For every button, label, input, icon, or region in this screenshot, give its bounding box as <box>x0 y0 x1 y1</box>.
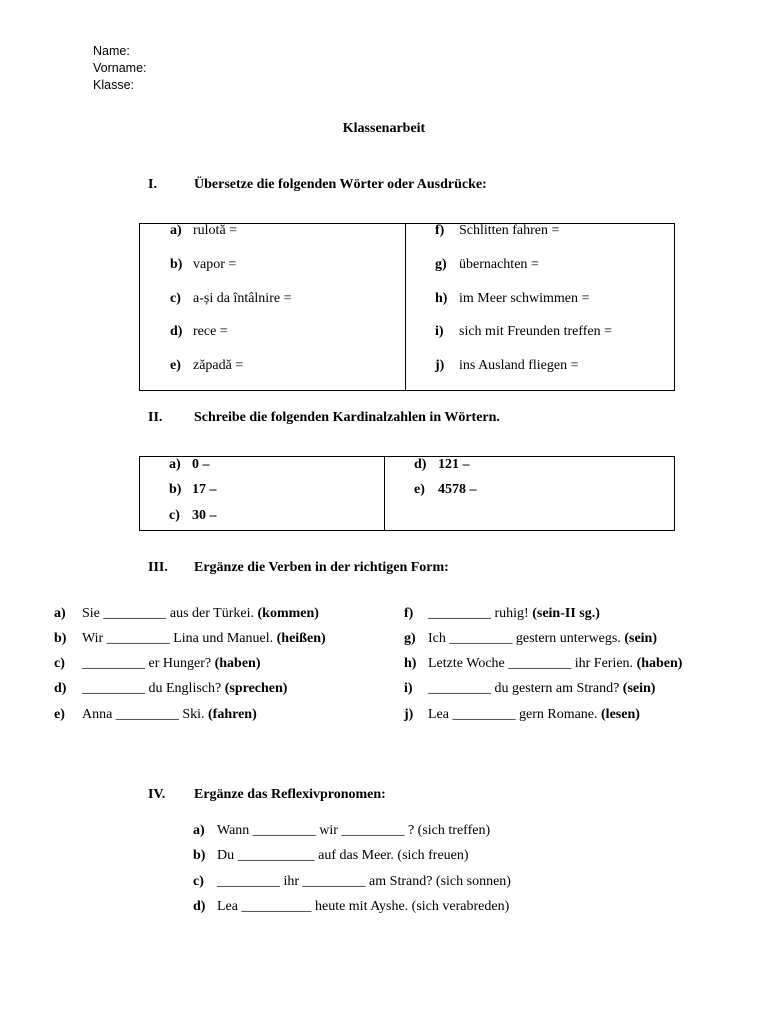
list-item: c) _________ ihr _________ am Strand? (sich sonnen) <box>193 874 511 889</box>
section-2-heading: Schreibe die folgenden Kardinalzahlen in Wörtern. <box>194 410 500 425</box>
name-label: Name: <box>93 44 130 58</box>
list-item: b) Du ___________ auf das Meer. (sich freuen) <box>193 848 469 863</box>
section-1-heading: Übersetze die folgenden Wörter oder Ausdrücke: <box>194 177 487 192</box>
list-item: e) Anna _________ Ski. (fahren) <box>54 707 257 722</box>
list-item: e) 4578 – <box>414 482 477 497</box>
list-item: h) Letzte Woche _________ ihr Ferien. (haben) <box>404 656 683 671</box>
section-3-number: III. <box>148 560 168 575</box>
list-item: a) rulotă = <box>170 223 238 238</box>
list-item: i) sich mit Freunden treffen = <box>435 324 613 339</box>
section-4-number: IV. <box>148 787 166 802</box>
list-item: a) Sie _________ aus der Türkei. (kommen) <box>54 606 319 621</box>
list-item: g) Ich _________ gestern unterwegs. (sein) <box>404 631 658 646</box>
section-3-heading: Ergänze die Verben in der richtigen Form: <box>194 560 449 575</box>
list-item: f) _________ ruhig! (sein-II sg.) <box>404 606 600 621</box>
list-item: j) Lea _________ gern Romane. (lesen) <box>404 707 640 722</box>
section-1-number: I. <box>148 177 157 192</box>
list-item: b) vapor = <box>170 257 237 272</box>
list-item: h) im Meer schwimmen = <box>435 291 590 306</box>
list-item: j) ins Ausland fliegen = <box>435 358 579 373</box>
list-item: g) übernachten = <box>435 257 539 272</box>
document-title: Klassenarbeit <box>342 121 426 136</box>
list-item: d) 121 – <box>414 457 470 472</box>
section-2-table <box>139 456 675 531</box>
klasse-label: Klasse: <box>93 78 134 92</box>
list-item: e) zăpadă = <box>170 358 244 373</box>
list-item: b) Wir _________ Lina und Manuel. (heißen) <box>54 631 326 646</box>
list-item: b) 17 – <box>169 482 217 497</box>
vorname-label: Vorname: <box>93 61 147 75</box>
list-item: f) Schlitten fahren = <box>435 223 560 238</box>
list-item: c) _________ er Hunger? (haben) <box>54 656 261 671</box>
list-item: d) Lea __________ heute mit Ayshe. (sich verabreden) <box>193 899 510 914</box>
list-item: a) 0 – <box>169 457 210 472</box>
list-item: a) Wann _________ wir _________ ? (sich treffen) <box>193 823 491 838</box>
list-item: c) 30 – <box>169 508 217 523</box>
section-4-heading: Ergänze das Reflexivpronomen: <box>194 787 386 802</box>
section-1-divider <box>405 223 406 391</box>
section-2-divider <box>384 456 385 531</box>
section-2-number: II. <box>148 410 163 425</box>
list-item: d) _________ du Englisch? (sprechen) <box>54 681 288 696</box>
list-item: c) a-și da întâlnire = <box>170 291 292 306</box>
list-item: d) rece = <box>170 324 228 339</box>
list-item: i) _________ du gestern am Strand? (sein) <box>404 681 656 696</box>
